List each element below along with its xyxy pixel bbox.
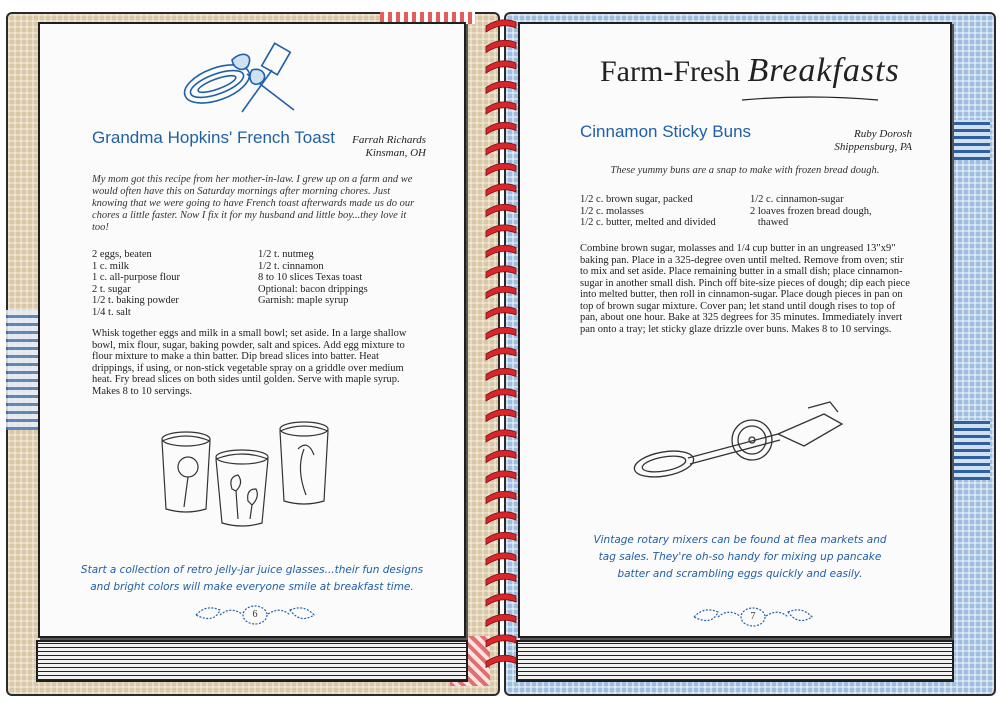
spiral-coil: [486, 655, 516, 667]
ingredients-column-2: [258, 249, 418, 307]
spiral-binding: [484, 8, 518, 668]
recipe-author: [834, 128, 912, 154]
ingredients-column-1: [580, 194, 750, 229]
page-number: 6: [252, 609, 258, 620]
blue-stripe-patch-lower: [952, 420, 990, 480]
spiral-coil: [486, 471, 516, 483]
ingredient: 8 to 10 slices Texas toast: [258, 272, 363, 283]
spiral-coil: [486, 61, 516, 73]
ingredient: 1/2 c. brown sugar, packed: [580, 194, 693, 205]
recipe-author: [352, 134, 426, 160]
recipe-intro: My mom got this recipe from her mother-in-law. I grew up on a farm and we would often have this on Saturday mornings after morning chores. Just knowing that we were going to have French toast afterwards made us do our chores a little faster. Now I fix it for my husband and little boy...they love it too!: [92, 174, 415, 233]
left-page: [38, 22, 466, 638]
page-number: 7: [750, 611, 756, 622]
ingredient: 2 eggs, beaten: [92, 249, 152, 260]
title-swash-icon: [740, 94, 880, 104]
tip-text: Vintage rotary mixers can be found at flea markets and tag sales. They're oh-so handy for mixing up pancake batter and scrambling eggs quickly and easily.: [593, 534, 887, 580]
author-location: Shippensburg, PA: [834, 141, 912, 153]
spiral-coil: [486, 81, 516, 93]
ingredients-column-2: [750, 194, 920, 229]
ingredient: 2 t. sugar: [92, 283, 131, 295]
ingredient: thawed: [750, 217, 789, 228]
section-title-plain: Farm-Fresh: [600, 55, 740, 88]
spiral-coil: [486, 512, 516, 524]
blue-stripe-patch: [952, 120, 990, 160]
ingredient: 1/2 c. butter, melted and divided: [580, 217, 716, 228]
spiral-coil: [486, 184, 516, 196]
rotary-mixer-icon: [628, 394, 858, 494]
spiral-coil: [486, 594, 516, 606]
spiral-coil: [486, 635, 516, 647]
juice-glasses-icon: [158, 419, 358, 531]
author-name: Farrah Richards: [352, 134, 426, 146]
spiral-coil: [486, 163, 516, 175]
recipe-directions: Combine brown sugar, molasses and 1/4 cup butter in an ungreased 13"x9" baking pan. Place in a 325-degree oven until melted. Remove from oven; stir to mix and set aside. Place remaining butter in a small dish; place cinnamon-sugar in another small dish. Pinch off bite-size pieces of dough; dip each piece into melted butter, then roll in cinnamon-sugar. Place dough pieces in pan on top of brown sugar mixture. Cover pan; let stand until dough rises to top of pan, about one hour. Bake at 325 degrees for 35 minutes. Immediately invert pan onto a tray; let sticky glaze drizzle over buns. Makes 8 to 10 servings.: [580, 243, 910, 335]
recipe-directions: Whisk together eggs and milk in a small bowl; set aside. In a large shallow bowl, mix flour, sugar, baking powder, salt and spices. Add egg mixture to flour mixture to make a thin batter. Dip bread slices into batter. Heat drippings, if using, or non-stick vegetable spray on a griddle over medium heat. Fry bread slices on both sides until golden. Serve with maple syrup. Makes 8 to 10 servings.: [92, 328, 407, 397]
author-location: Kinsman, OH: [365, 147, 426, 159]
spiral-coil: [486, 327, 516, 339]
left-page-edges: [36, 640, 468, 682]
spiral-coil: [486, 491, 516, 503]
spiral-coil: [486, 450, 516, 462]
spiral-coil: [486, 122, 516, 134]
recipe-title: Cinnamon Sticky Buns: [580, 122, 752, 141]
whisk-spatula-icon: [172, 40, 302, 122]
spiral-coil: [486, 389, 516, 401]
spiral-coil: [486, 430, 516, 442]
ingredient: Optional: bacon drippings: [258, 283, 368, 295]
ingredient: 1 c. milk: [92, 260, 130, 272]
spiral-coil: [486, 286, 516, 298]
right-page-edges: [516, 640, 954, 682]
spiral-coil: [486, 225, 516, 237]
spiral-coil: [486, 368, 516, 380]
spiral-coil: [486, 143, 516, 155]
section-title: [600, 52, 900, 90]
spiral-coil: [486, 614, 516, 626]
ingredient: 2 loaves frozen bread dough,: [750, 205, 872, 217]
spiral-coil: [486, 348, 516, 360]
spiral-coil: [486, 245, 516, 257]
spiral-coil: [486, 307, 516, 319]
spiral-coil: [486, 553, 516, 565]
section-title-script: Breakfasts: [747, 52, 900, 89]
spiral-coil: [486, 573, 516, 585]
spiral-coil: [486, 266, 516, 278]
ingredient: 1/2 c. cinnamon-sugar: [750, 194, 844, 205]
ingredient: Garnish: maple syrup: [258, 295, 349, 306]
right-page: [518, 22, 952, 638]
recipe-title: Grandma Hopkins' French Toast: [92, 128, 335, 147]
ingredient: 1 c. all-purpose flour: [92, 272, 181, 283]
ingredient: 1/4 t. salt: [92, 306, 131, 318]
ingredient: 1/2 t. baking powder: [92, 295, 179, 306]
spiral-coil: [486, 204, 516, 216]
recipe-intro: These yummy buns are a snap to make with frozen bread dough.: [610, 165, 880, 176]
ingredient: 1/2 t. cinnamon: [258, 260, 324, 272]
author-name: Ruby Dorosh: [854, 128, 912, 140]
spiral-coil: [486, 40, 516, 52]
ingredient: 1/2 t. nutmeg: [258, 249, 314, 260]
spiral-coil: [486, 409, 516, 421]
ingredient: 1/2 c. molasses: [580, 205, 644, 217]
spiral-coil: [486, 532, 516, 544]
spiral-coil: [486, 20, 516, 32]
spiral-coil: [486, 102, 516, 114]
ingredients-column-1: [92, 249, 252, 318]
blue-gingham-patch: [6, 310, 38, 430]
tip-text: Start a collection of retro jelly-jar juice glasses...their fun designs and bright colors will make everyone smile at breakfast time.: [80, 564, 424, 593]
